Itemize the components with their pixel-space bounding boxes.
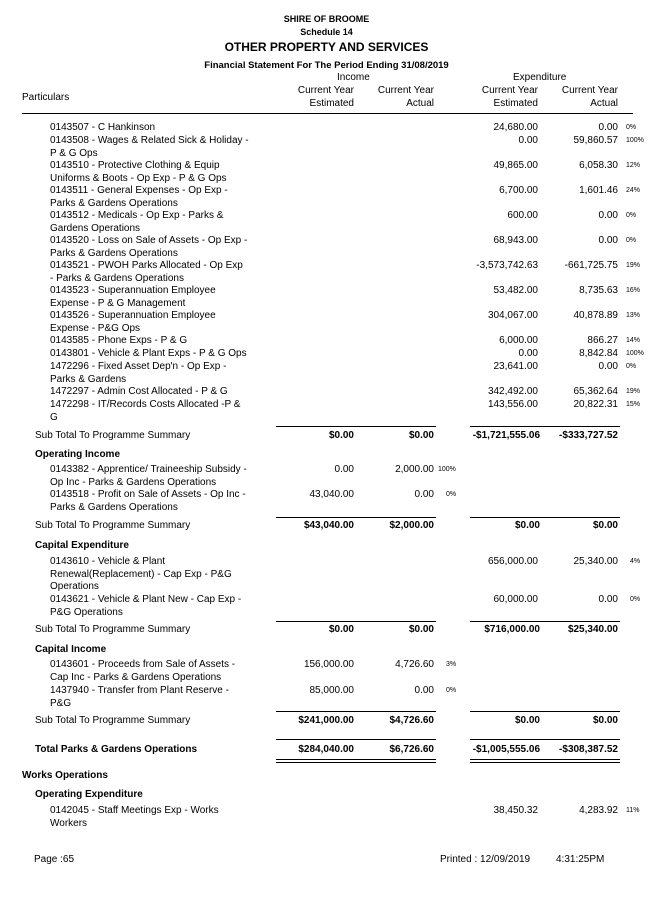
row-income-percent: 3% [446,661,457,668]
row-exp-estimated: 600.00 [507,210,538,221]
particulars-line: 0143521 - PWOH Parks Allocated - Op Exp [50,260,243,271]
row-particulars [50,310,216,335]
particulars-line: 0143507 - C Hankinson [50,122,156,133]
subtotal2-exp-estimated: $0.00 [514,520,540,531]
row-income-estimated: 85,000.00 [309,685,354,696]
works-row-exp-actual: 4,283.92 [579,805,618,816]
particulars-line: Uniforms & Boots - Op Exp - P & G Ops [50,172,227,184]
org-name: SHIRE OF BROOME [283,14,370,24]
row-exp-percent: 0% [626,212,637,219]
section-heading-capital-expenditure: Capital Expenditure [35,540,129,551]
particulars-line: 1472297 - Admin Cost Allocated - P & G [50,386,228,397]
works-row-exp-estimated: 38,450.32 [493,805,538,816]
row-particulars [50,556,232,594]
works-row-particulars: 0142045 - Staff Meetings Exp - Works Workers [50,805,219,829]
row-exp-actual: 0.00 [598,210,618,221]
row-exp-percent: 0% [630,596,641,603]
income-label: Income [337,72,370,83]
particulars-line: 0143518 - Profit on Sale of Assets - Op Inc - [50,489,246,500]
particulars-line: 0143510 - Protective Clothing & Equip [50,160,220,171]
row-particulars [50,122,155,135]
section-heading-operating-income: Operating Income [35,449,121,460]
row-income-actual: 4,726.60 [395,659,434,670]
row-particulars [50,210,223,235]
row-exp-estimated: 53,482.00 [493,285,538,296]
schedule-label: Schedule 14 [300,27,353,37]
row-exp-percent: 0% [626,363,637,370]
subtotal3-exp-actual: $25,340.00 [567,624,618,635]
subtotal4-exp-actual: $0.00 [592,715,618,726]
row-particulars [50,285,216,310]
row-exp-percent: 4% [630,558,641,565]
particulars-line: 0143585 - Phone Exps - P & G [50,335,188,346]
particulars-line: 0143801 - Vehicle & Plant Exps - P & G Ops [50,348,247,359]
row-particulars [50,160,227,185]
subtotal1-income-actual: $0.00 [408,430,434,441]
printed-time: 4:31:25PM [556,854,605,865]
row-exp-actual: 25,340.00 [573,556,618,567]
subtotal4-exp-rule [470,711,620,712]
particulars-line: 0143621 - Vehicle & Plant New - Cap Exp - [50,594,242,605]
subtotal3-label: Sub Total To Programme Summary [35,624,191,635]
total-exp-rule [470,739,620,740]
subtotal1-exp-actual: -$333,727.52 [559,430,618,441]
row-exp-percent: 14% [626,337,641,344]
particulars-line: Renewal(Replacement) - Cap Exp - P&G [50,568,232,580]
particulars-line: P&G Operations [50,606,123,618]
subtotal4-income-rule [276,711,436,712]
row-income-estimated: 0.00 [334,464,354,475]
row-exp-estimated: 6,700.00 [499,185,538,196]
row-exp-actual: 20,822.31 [573,399,618,410]
subtotal3-income-estimated: $0.00 [328,624,354,635]
row-exp-actual: 65,362.64 [573,386,618,397]
row-exp-actual: 8,842.84 [579,348,618,359]
particulars-line: 0143508 - Wages & Related Sick & Holiday - [50,135,249,146]
particulars-line: Cap Inc - Parks & Gardens Operations [50,671,222,683]
particulars-line: Op Inc - Parks & Gardens Operations [50,476,217,488]
row-income-actual: 0.00 [414,489,434,500]
row-exp-percent: 15% [626,401,641,408]
row-exp-actual: 6,058.30 [579,160,618,171]
row-exp-actual: -661,725.75 [564,260,618,271]
particulars-line: Gardens Operations [50,222,141,234]
report-title: OTHER PROPERTY AND SERVICES [224,40,429,54]
row-exp-percent: 100% [626,350,644,357]
row-exp-estimated: 143,556.00 [487,399,538,410]
subtotal1-label: Sub Total To Programme Summary [35,430,191,441]
subtotal1-exp-rule [470,426,620,427]
particulars-line: G [50,411,58,423]
section-heading-capital-income: Capital Income [35,644,107,655]
row-exp-percent: 0% [626,124,637,131]
subtotal4-income-actual: $4,726.60 [389,715,434,726]
subtotal3-exp-rule [470,621,620,622]
particulars-line: Parks & Gardens Operations [50,247,178,259]
row-exp-actual: 0.00 [598,122,618,133]
row-exp-percent: 24% [626,187,641,194]
row-particulars [50,348,247,361]
total-income-actual: $6,726.60 [389,744,434,755]
subtotal2-income-actual: $2,000.00 [389,520,434,531]
row-particulars [50,464,247,489]
row-exp-percent: 19% [626,388,641,395]
particulars-line: 0143610 - Vehicle & Plant [50,556,166,567]
row-exp-estimated: 0.00 [518,348,538,359]
row-exp-percent: 12% [626,162,641,169]
total-income-estimated: $284,040.00 [298,744,354,755]
particulars-label: Particulars [22,92,70,103]
row-particulars [50,594,241,619]
subtotal2-income-rule [276,517,436,518]
income-estimated-header: Current Year Estimated [297,85,354,109]
subtotal4-label: Sub Total To Programme Summary [35,715,191,726]
subtotal3-exp-estimated: $716,000.00 [484,624,540,635]
page-number: Page :65 [34,854,75,865]
particulars-line: 1472298 - IT/Records Costs Allocated -P & [50,399,241,410]
row-exp-estimated: 342,492.00 [487,386,538,397]
row-exp-percent: 0% [626,237,637,244]
row-exp-estimated: 60,000.00 [493,594,538,605]
subtotal3-income-rule [276,621,436,622]
particulars-line: Parks & Gardens [50,373,127,385]
row-exp-actual: 59,860.57 [573,135,618,146]
row-income-actual: 2,000.00 [395,464,434,475]
particulars-line: 1437940 - Transfer from Plant Reserve - [50,685,229,696]
particulars-line: 0143523 - Superannuation Employee [50,285,216,296]
particulars-line: 0143512 - Medicals - Op Exp - Parks & [50,210,224,221]
row-particulars [50,489,246,514]
row-exp-actual: 866.27 [587,335,618,346]
row-exp-estimated: 24,680.00 [493,122,538,133]
particulars-line: P&G [50,697,72,709]
particulars-line: Parks & Gardens Operations [50,197,178,209]
row-particulars [50,185,228,210]
header-divider [22,113,633,114]
row-exp-estimated: 68,943.00 [493,235,538,246]
row-exp-estimated: 23,641.00 [493,361,538,372]
subtotal2-exp-rule [470,517,620,518]
particulars-line: Operations [50,581,99,592]
subtotal1-income-estimated: $0.00 [328,430,354,441]
works-row-exp-percent: 11% [626,807,640,814]
row-exp-estimated: 0.00 [518,135,538,146]
row-exp-actual: 0.00 [598,594,618,605]
row-particulars [50,399,240,424]
printed-date: Printed : 12/09/2019 [440,854,531,865]
row-exp-actual: 8,735.63 [579,285,618,296]
subtotal2-income-estimated: $43,040.00 [303,520,354,531]
particulars-line: 0143382 - Apprentice/ Traineeship Subsidy - [50,464,247,475]
row-income-actual: 0.00 [414,685,434,696]
particulars-line: Expense - P&G Ops [50,322,141,334]
section-heading-works-operations: Works Operations [22,770,108,781]
section-heading-operating-expenditure: Operating Expenditure [35,789,143,800]
row-particulars [50,235,247,260]
subtotal1-exp-estimated: -$1,721,555.06 [472,430,540,441]
particulars-line: Parks & Gardens Operations [50,501,178,513]
row-exp-estimated: 6,000.00 [499,335,538,346]
row-exp-actual: 40,878.89 [573,310,618,321]
total-exp-double-rule [470,759,620,763]
row-exp-estimated: 49,865.00 [493,160,538,171]
income-actual-header: Current Year Actual [377,85,434,109]
subtotal2-label: Sub Total To Programme Summary [35,520,191,531]
subtotal4-exp-estimated: $0.00 [514,715,540,726]
row-particulars [50,135,249,160]
row-exp-percent: 19% [626,262,641,269]
row-income-percent: 100% [438,466,456,473]
total-exp-actual: -$308,387.52 [559,744,618,755]
row-income-percent: 0% [446,687,457,694]
subtotal1-income-rule [276,426,436,427]
row-exp-percent: 16% [626,287,641,294]
subtotal3-income-actual: $0.00 [408,624,434,635]
particulars-line: 0143520 - Loss on Sale of Assets - Op Exp - [50,235,248,246]
particulars-line: 1472296 - Fixed Asset Dep'n - Op Exp - [50,361,227,372]
subtotal2-exp-actual: $0.00 [592,520,618,531]
row-particulars [50,260,243,285]
statement-period: Financial Statement For The Period Ending 31/08/2019 [204,60,449,71]
row-exp-actual: 0.00 [598,235,618,246]
row-exp-estimated: -3,573,742.63 [476,260,538,271]
total-exp-estimated: -$1,005,555.06 [472,744,540,755]
particulars-line: 0143601 - Proceeds from Sale of Assets - [50,659,236,670]
subtotal4-income-estimated: $241,000.00 [298,715,354,726]
total-income-double-rule [276,759,436,763]
expenditure-estimated-header: Current Year Estimated [481,85,538,109]
total-label: Total Parks & Gardens Operations [35,744,198,755]
row-exp-actual: 1,601.46 [579,185,618,196]
row-exp-percent: 13% [626,312,641,319]
expenditure-actual-header: Current Year Actual [561,85,618,109]
row-income-percent: 0% [446,491,457,498]
particulars-line: 0143526 - Superannuation Employee [50,310,216,321]
particulars-line: - Parks & Gardens Operations [50,272,184,284]
row-particulars [50,361,226,386]
expenditure-label: Expenditure [513,72,567,83]
row-particulars [50,659,235,684]
row-particulars [50,386,228,399]
particulars-line: 0143511 - General Expenses - Op Exp - [50,185,228,196]
row-exp-estimated: 304,067.00 [487,310,538,321]
row-exp-actual: 0.00 [598,361,618,372]
particulars-line: Expense - P & G Management [50,297,186,309]
total-income-rule [276,739,436,740]
row-income-estimated: 156,000.00 [303,659,354,670]
row-exp-estimated: 656,000.00 [487,556,538,567]
row-income-estimated: 43,040.00 [309,489,354,500]
particulars-line: P & G Ops [50,147,98,159]
row-exp-percent: 100% [626,137,644,144]
row-particulars [50,335,187,348]
row-particulars [50,685,229,710]
